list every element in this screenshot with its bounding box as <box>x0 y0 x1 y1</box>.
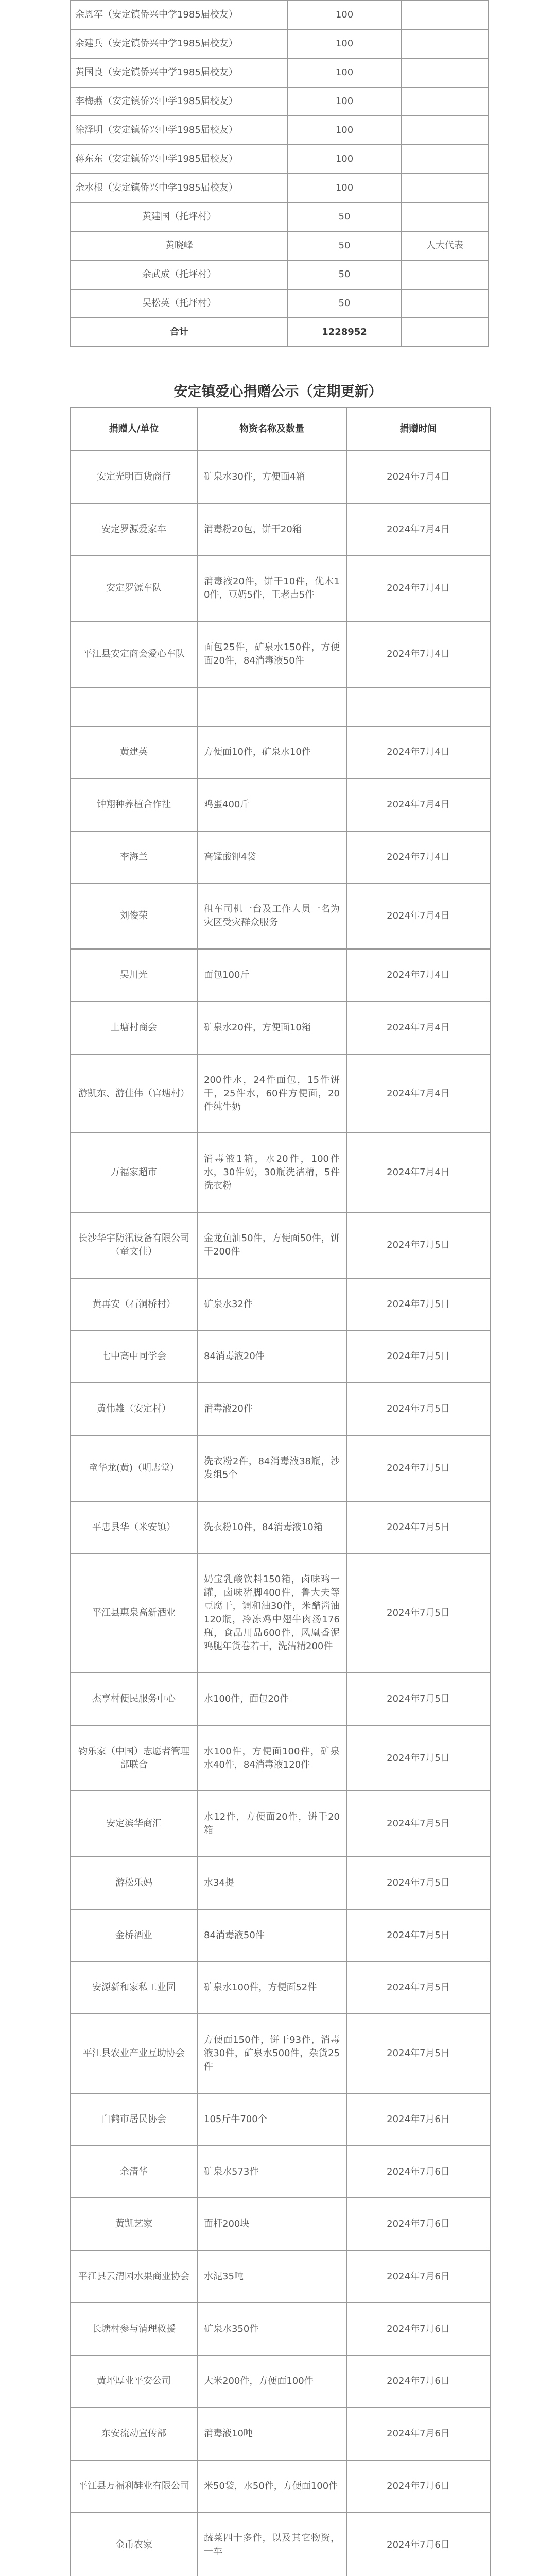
donor-name-cell: 李梅燕（安定镇侨兴中学1985届校友） <box>71 87 288 116</box>
table-row <box>71 687 490 726</box>
donor-cell: 上塘村商会 <box>71 1002 197 1054</box>
time-cell: 2024年7月6日 <box>346 2355 490 2408</box>
donation-amount-table <box>70 0 489 347</box>
table-row <box>71 621 490 687</box>
time-cell: 2024年7月4日 <box>346 778 490 831</box>
table-row <box>71 29 489 58</box>
donor-cell: 安源新和家私工业园 <box>71 1962 197 2014</box>
goods-cell: 鸡蛋400斤 <box>197 778 346 831</box>
goods-cell: 矿泉水30件，方便面4箱 <box>197 451 346 503</box>
donor-cell: 钧乐家（中国）志愿者管理部联合 <box>71 1725 197 1791</box>
donor-cell: 平江县惠泉高新酒业 <box>71 1553 197 1673</box>
note-cell <box>401 58 489 87</box>
goods-cell: 面包100斤 <box>197 949 346 1002</box>
table-row <box>71 884 490 950</box>
goods-cell: 奶宝乳酸饮料150箱，卤味鸡一罐，卤味猪脚400件，鲁大夫等豆腐干，调和油30件，米醋酱油120瓶，冷冻鸡中翅牛肉汤176瓶，食品用品600件，风凰香泥鸡腿年货卷若干，洗洁精200件 <box>197 1553 346 1673</box>
amount-cell: 100 <box>288 116 401 145</box>
table-row <box>71 831 490 884</box>
goods-donation-table <box>70 407 491 2576</box>
goods-cell: 蔬菜四十多件，以及其它物资，一车 <box>197 2513 346 2576</box>
table-row <box>71 1 489 29</box>
goods-cell: 方便面150件，饼干93件，消毒液30件，矿泉水500件，杂货25件 <box>197 2014 346 2093</box>
donor-cell: 平江县农业产业互助协会 <box>71 2014 197 2093</box>
table-row <box>71 726 490 779</box>
table-row <box>71 1791 490 1857</box>
time-cell: 2024年7月5日 <box>346 1331 490 1383</box>
note-cell: 人大代表 <box>401 231 489 260</box>
goods-cell: 方便面10件，矿泉水10件 <box>197 726 346 779</box>
donor-cell: 平江县万福利鞋业有限公司 <box>71 2460 197 2513</box>
donor-name-cell: 余武成（托坪村） <box>71 260 288 289</box>
table-row <box>71 1054 490 1133</box>
donor-name-cell: 吴松英（托坪村） <box>71 289 288 318</box>
goods-cell: 水12件，方便面20件，饼干20箱 <box>197 1791 346 1857</box>
table-row <box>71 451 490 503</box>
amount-cell: 100 <box>288 87 401 116</box>
header-donor: 捐赠人/单位 <box>71 408 197 451</box>
donor-name-cell: 黄建国（托坪村） <box>71 202 288 231</box>
donor-cell: 七中高中同学会 <box>71 1331 197 1383</box>
donor-cell: 童华龙(黄)（明志堂） <box>71 1435 197 1501</box>
table-row <box>71 58 489 87</box>
time-cell: 2024年7月4日 <box>346 621 490 687</box>
table-row <box>71 174 489 202</box>
donor-cell: 游凯东、游佳伟（官塘村） <box>71 1054 197 1133</box>
note-cell <box>401 116 489 145</box>
goods-cell: 矿泉水20件，方便面10箱 <box>197 1002 346 1054</box>
donor-cell: 游松乐妈 <box>71 1857 197 1909</box>
table-row <box>71 1673 490 1725</box>
donor-name-cell: 徐泽明（安定镇侨兴中学1985届校友） <box>71 116 288 145</box>
table-row <box>71 1383 490 1435</box>
table-row <box>71 2408 490 2460</box>
time-cell: 2024年7月5日 <box>346 2014 490 2093</box>
table-row <box>71 2014 490 2093</box>
goods-cell: 洗衣粉2件，84消毒液38瓶，沙发组5个 <box>197 1435 346 1501</box>
note-cell <box>401 289 489 318</box>
note-cell <box>401 174 489 202</box>
amount-cell: 100 <box>288 145 401 174</box>
total-value: 1228952 <box>288 318 401 347</box>
goods-cell <box>197 687 346 726</box>
note-cell <box>401 1 489 29</box>
time-cell: 2024年7月4日 <box>346 451 490 503</box>
goods-cell: 米50袋，水50件，方便面100件 <box>197 2460 346 2513</box>
table-row <box>71 1331 490 1383</box>
time-cell: 2024年7月4日 <box>346 555 490 621</box>
donor-cell: 杰亨村便民服务中心 <box>71 1673 197 1725</box>
note-cell <box>401 145 489 174</box>
note-cell <box>401 29 489 58</box>
table-row <box>71 116 489 145</box>
donor-name-cell: 黄晓峰 <box>71 231 288 260</box>
note-cell <box>401 260 489 289</box>
time-cell: 2024年7月4日 <box>346 726 490 779</box>
donor-cell: 安定光明百货商行 <box>71 451 197 503</box>
table-row <box>71 2198 490 2250</box>
goods-cell: 消毒粉20包，饼干20箱 <box>197 503 346 556</box>
donor-cell: 安定滨华商汇 <box>71 1791 197 1857</box>
table-row <box>71 1501 490 1554</box>
header-time: 捐赠时间 <box>346 408 490 451</box>
time-cell: 2024年7月6日 <box>346 2513 490 2576</box>
donor-cell: 黄坪厚业平安公司 <box>71 2355 197 2408</box>
amount-cell: 50 <box>288 260 401 289</box>
goods-cell: 105斤牛700个 <box>197 2093 346 2146</box>
time-cell <box>346 687 490 726</box>
time-cell: 2024年7月6日 <box>346 2250 490 2303</box>
time-cell: 2024年7月5日 <box>346 1962 490 2014</box>
goods-cell: 金龙鱼油50件，方便面50件，饼干200件 <box>197 1212 346 1278</box>
goods-cell: 水泥35吨 <box>197 2250 346 2303</box>
table-row <box>71 289 489 318</box>
time-cell: 2024年7月5日 <box>346 1553 490 1673</box>
amount-cell: 100 <box>288 1 401 29</box>
goods-cell: 水34提 <box>197 1857 346 1909</box>
time-cell: 2024年7月4日 <box>346 1002 490 1054</box>
goods-cell: 大米200件，方便面100件 <box>197 2355 346 2408</box>
amount-cell: 50 <box>288 231 401 260</box>
table-row <box>71 2146 490 2198</box>
donor-cell: 李海兰 <box>71 831 197 884</box>
goods-cell: 水100件，面包20件 <box>197 1673 346 1725</box>
time-cell: 2024年7月5日 <box>346 1212 490 1278</box>
note-cell <box>401 202 489 231</box>
table-row <box>71 1909 490 1962</box>
table-row <box>71 2250 490 2303</box>
donor-cell: 万福家超市 <box>71 1133 197 1212</box>
goods-cell: 矿泉水32件 <box>197 1278 346 1331</box>
table-row <box>71 1278 490 1331</box>
total-row <box>71 318 489 347</box>
table-row <box>71 1725 490 1791</box>
amount-cell: 50 <box>288 289 401 318</box>
donor-name-cell: 蒋东东（安定镇侨兴中学1985届校友） <box>71 145 288 174</box>
table-row <box>71 2355 490 2408</box>
donor-name-cell: 黄国良（安定镇侨兴中学1985届校友） <box>71 58 288 87</box>
total-label: 合计 <box>71 318 288 347</box>
table-row <box>71 202 489 231</box>
donor-cell: 安定罗源爱家车 <box>71 503 197 556</box>
donor-name-cell: 余建兵（安定镇侨兴中学1985届校友） <box>71 29 288 58</box>
donor-cell: 平江县云清园水果商业协会 <box>71 2250 197 2303</box>
donor-name-cell: 余水根（安定镇侨兴中学1985届校友） <box>71 174 288 202</box>
table-row <box>71 1857 490 1909</box>
donor-cell: 余清华 <box>71 2146 197 2198</box>
donor-cell: 安定罗源车队 <box>71 555 197 621</box>
goods-cell: 消毒液1箱，水20件，100件水，30件奶，30瓶洗洁精，5件洗衣粉 <box>197 1133 346 1212</box>
time-cell: 2024年7月4日 <box>346 831 490 884</box>
time-cell: 2024年7月4日 <box>346 884 490 950</box>
goods-cell: 水100件，方便面100件，矿泉水40件，84消毒液120件 <box>197 1725 346 1791</box>
table-row <box>71 2513 490 2576</box>
amount-cell: 100 <box>288 58 401 87</box>
time-cell: 2024年7月4日 <box>346 1133 490 1212</box>
table-row <box>71 145 489 174</box>
time-cell: 2024年7月5日 <box>346 1791 490 1857</box>
donor-cell: 钟翔种养植合作社 <box>71 778 197 831</box>
time-cell: 2024年7月5日 <box>346 1673 490 1725</box>
goods-cell: 84消毒液50件 <box>197 1909 346 1962</box>
table-row <box>71 1212 490 1278</box>
note-cell <box>401 87 489 116</box>
goods-cell: 矿泉水573件 <box>197 2146 346 2198</box>
table-row <box>71 1553 490 1673</box>
goods-cell: 高锰酸钾4袋 <box>197 831 346 884</box>
table-row <box>71 2303 490 2355</box>
time-cell: 2024年7月5日 <box>346 1857 490 1909</box>
table-row <box>71 949 490 1002</box>
goods-cell: 消毒液10吨 <box>197 2408 346 2460</box>
time-cell: 2024年7月5日 <box>346 1435 490 1501</box>
goods-cell: 面杆200块 <box>197 2198 346 2250</box>
donor-cell: 平江县安定商会爱心车队 <box>71 621 197 687</box>
goods-cell: 面包25件，矿泉水150件，方便面20件，84消毒液50件 <box>197 621 346 687</box>
section-title: 安定镇爱心捐赠公示（定期更新） <box>173 384 383 400</box>
donor-cell: 金桥酒业 <box>71 1909 197 1962</box>
time-cell: 2024年7月4日 <box>346 503 490 556</box>
donor-name-cell: 余恩军（安定镇侨兴中学1985届校友） <box>71 1 288 29</box>
table-row <box>71 503 490 556</box>
donor-cell: 吴川光 <box>71 949 197 1002</box>
donor-cell: 黄再安（石洞桥村） <box>71 1278 197 1331</box>
goods-cell: 消毒液20件 <box>197 1383 346 1435</box>
donor-cell: 黄凯艺家 <box>71 2198 197 2250</box>
donor-cell: 长沙华宇防汛设备有限公司（童文佳） <box>71 1212 197 1278</box>
goods-cell: 矿泉水350件 <box>197 2303 346 2355</box>
table-header-row <box>71 408 490 451</box>
goods-cell: 租车司机一台及工作人员一名为灾区受灾群众服务 <box>197 884 346 950</box>
amount-cell: 50 <box>288 202 401 231</box>
time-cell: 2024年7月5日 <box>346 1909 490 1962</box>
table-row <box>71 778 490 831</box>
time-cell: 2024年7月6日 <box>346 2408 490 2460</box>
donor-cell: 黄伟雄（安定村） <box>71 1383 197 1435</box>
table-row <box>71 1002 490 1054</box>
donor-cell: 黄建英 <box>71 726 197 779</box>
time-cell: 2024年7月6日 <box>346 2146 490 2198</box>
table-row <box>71 87 489 116</box>
time-cell: 2024年7月5日 <box>346 1725 490 1791</box>
time-cell: 2024年7月6日 <box>346 2460 490 2513</box>
table-row <box>71 2460 490 2513</box>
time-cell: 2024年7月5日 <box>346 1278 490 1331</box>
goods-cell: 消毒液20件，饼干10件，优木10件，豆奶5件，王老吉5件 <box>197 555 346 621</box>
time-cell: 2024年7月6日 <box>346 2303 490 2355</box>
donor-cell: 金币农家 <box>71 2513 197 2576</box>
time-cell: 2024年7月4日 <box>346 1054 490 1133</box>
header-goods: 物资名称及数量 <box>197 408 346 451</box>
donor-cell <box>71 687 197 726</box>
amount-cell: 100 <box>288 29 401 58</box>
table-row <box>71 231 489 260</box>
total-note-cell <box>401 318 489 347</box>
donor-cell: 平忠县华（米安镇） <box>71 1501 197 1554</box>
goods-cell: 矿泉水100件，方便面52件 <box>197 1962 346 2014</box>
table-row <box>71 1435 490 1501</box>
table-row <box>71 1133 490 1212</box>
donor-cell: 长塘村参与清理救援 <box>71 2303 197 2355</box>
amount-cell: 100 <box>288 174 401 202</box>
table-row <box>71 1962 490 2014</box>
table-row <box>71 260 489 289</box>
time-cell: 2024年7月5日 <box>346 1501 490 1554</box>
table-row <box>71 555 490 621</box>
time-cell: 2024年7月5日 <box>346 1383 490 1435</box>
time-cell: 2024年7月4日 <box>346 949 490 1002</box>
donor-cell: 刘俊荣 <box>71 884 197 950</box>
goods-cell: 84消毒液20件 <box>197 1331 346 1383</box>
time-cell: 2024年7月6日 <box>346 2093 490 2146</box>
table-row <box>71 2093 490 2146</box>
goods-cell: 200件水，24件面包，15件饼干，25件水，60件方便面，20件纯牛奶 <box>197 1054 346 1133</box>
donor-cell: 白鹤市居民协会 <box>71 2093 197 2146</box>
time-cell: 2024年7月6日 <box>346 2198 490 2250</box>
goods-cell: 洗衣粉10件，84消毒液10箱 <box>197 1501 346 1554</box>
donor-cell: 东安流动宣传部 <box>71 2408 197 2460</box>
